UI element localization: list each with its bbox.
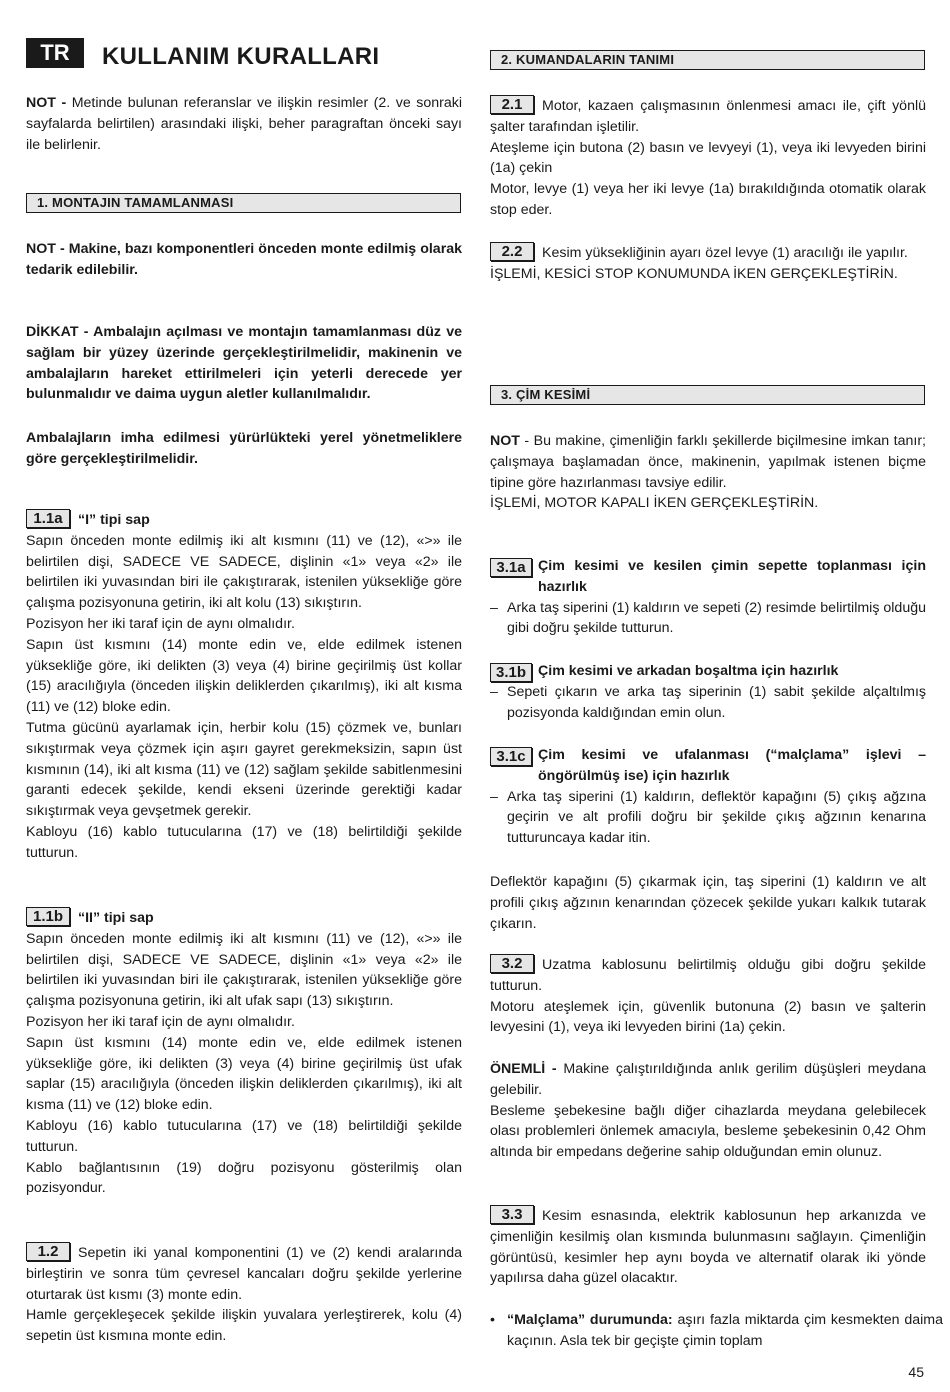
section-1-warning-disposal: Ambalajların imha edilmesi yürürlükteki yerel yönetmeliklere göre gerçekleştirilmelidir.	[26, 430, 462, 467]
important-note	[490, 1059, 926, 1163]
paragraph: İŞLEMİ, MOTOR KAPALI İKEN GERÇEKLEŞTİRİN.	[490, 495, 819, 512]
subsection-3-2	[490, 954, 926, 1038]
important-text: Makine çalıştırıldığında anlık gerilim düşüşleri meydana gelebilir.	[490, 1061, 926, 1098]
paragraph: Kabloyu (16) kablo tutucularına (17) ve (18) belirtildiği şekilde tutturun.	[26, 1117, 462, 1155]
subsection-3-1a	[490, 556, 926, 639]
subsection-tag: 2.1	[490, 95, 534, 114]
subsection-title: “II” tipi sap	[78, 910, 154, 926]
paragraph: Sapın üst kısmını (14) monte edin ve, elde edilmek istenen yüksekliğe göre, iki delikten (3) veya (4) birine geçirilmiş üst kollar (15) aracılığıyla (önceden ilişkin deliklerden çıkarılmış), iki alt kısma (11) ve (12) bloke edin.	[26, 636, 462, 716]
paragraph: Kablo bağlantısının (19) doğru pozisyonu gösterilmiş olan pozisyondur.	[26, 1159, 462, 1197]
section-1-note: NOT - Makine, bazı komponentleri önceden monte edilmiş olarak tedarik edilebilir.	[26, 241, 462, 278]
paragraph: Sapın önceden monte edilmiş iki alt kısmını (11) ve (12), «>» ile belirtilen dişi, SADECE VE SADECE, dişlinin «1» veya «2» ile belirtilen iki yuvasından biri ile çakıştırarak, istenilen yüksekliğe göre çalışma pozisyonuna getirin, iki alt kolu (13) sıkıştırın.	[26, 532, 462, 612]
subsection-1-1b	[26, 907, 462, 1199]
language-badge: TR	[26, 38, 84, 68]
paragraph: Sepetin iki yanal komponentini (1) ve (2) kendi aralarında birleştirin ve sonra tüm çevresel kancaları doğru şekilde yerlerine oturtarak üst kısmı (3) monte edin.	[26, 1245, 462, 1303]
important-label: ÖNEMLİ -	[490, 1061, 557, 1077]
paragraph: Hamle gerçekleşecek şekilde ilişkin yuvalara yerleştirerek, kolu (4) sepetin üst kısmına monte edin.	[26, 1307, 462, 1345]
paragraph: Deflektör kapağını (5) çıkarmak için, taş siperini (1) kaldırın ve alt profili çıkış ağzının kenarından çözecek şekilde yukarı kalkık tutarak çıkarın.	[490, 874, 926, 932]
subsection-title: Çim kesimi ve ufalanması (“malçlama” işlevi – öngörülmüş ise) için hazırlık	[538, 747, 926, 784]
subsection-tag: 3.1b	[490, 663, 532, 682]
page-title: KULLANIM KURALLARI	[102, 43, 380, 70]
paragraph: Kesim esnasında, elektrik kablosunun hep arkanızda ve çimenliğin kesilmiş olan kısmında bulunmasını sağlayın. Çimenliğin görüntüsü, kesimler hep aynı boyda ve alternatif olarak iki yönde yapılırsa daha güzel olacaktır.	[490, 1208, 926, 1287]
subsection-tag: 3.1c	[490, 747, 532, 766]
note-text: - Bu makine, çimenliğin farklı şekillerde biçilmesine imkan tanır; çalışmaya başlamadan önce, makinenin, yapılmak istenen biçme tipine göre hazırlanması tavsiye edilir.	[490, 433, 926, 491]
subsection-1-2	[26, 1242, 462, 1347]
subsection-title: Çim kesimi ve kesilen çimin sepette toplanması için hazırlık	[538, 558, 926, 595]
paragraph: Uzatma kablosunu belirtilmiş olduğu gibi doğru şekilde tutturun.	[490, 957, 926, 994]
list-item: – Arka taş siperini (1) kaldırın ve sepeti (2) resimde belirtilmiş olduğu gibi doğru şekilde tutturun.	[490, 599, 926, 637]
list-item: – Arka taş siperini (1) kaldırın, deflektör kapağını (5) çıkış ağzına geçirin ve alt profili doğru bir şekilde çıkış ağzının kenarına tutturuncaya kadar itin.	[490, 788, 926, 847]
page-number: 45	[908, 1364, 924, 1380]
paragraph: Kabloyu (16) kablo tutucularına (17) ve (18) belirtildiği şekilde tutturun.	[26, 823, 462, 861]
section-3-note	[490, 431, 926, 514]
paragraph: Ateşleme için butona (2) basın ve levyeyi (1), veya iki levyeden birini (1a) çekin	[490, 139, 926, 177]
subsection-tag: 1.1a	[26, 509, 70, 528]
right-column	[490, 0, 944, 1349]
intro-note	[26, 93, 462, 155]
paragraph: Sapın üst kısmını (14) monte edin ve, elde edilmek istenen yüksekliğe göre, iki delikten (3) veya (4) birine geçirilmiş üst ufak saplar (15) aracılığıyla (önceden ilişkin deliklerden çıkarılmış), iki alt kısma (11) ve (12) bloke edin.	[26, 1034, 462, 1114]
subsection-tag: 1.2	[26, 1242, 70, 1261]
section-2-header: 2. KUMANDALARIN TANIMI	[490, 50, 925, 70]
paragraph: Motor, kazaen çalışmasının önlenmesi amacı ile, çift yönlü şalter tarafından işletilir.	[490, 98, 926, 135]
paragraph: Pozisyon her iki taraf için de aynı olmalıdır.	[26, 1013, 295, 1030]
subsection-2-2	[490, 242, 926, 285]
subsection-title: Çim kesimi ve arkadan boşaltma için hazırlık	[538, 663, 839, 679]
paragraph: Besleme şebekesine bağlı diğer cihazlarda meydana gelebilecek olası problemleri önlemek amacıyla, besleme şebekesinin 0,42 Ohm altında bir empedans değerine sahip olduğundan emin olunuz.	[490, 1102, 926, 1161]
subsection-3-3	[490, 1205, 926, 1289]
paragraph: İŞLEMİ, KESİCİ STOP KONUMUNDA İKEN GERÇEKLEŞTİRİN.	[490, 265, 898, 282]
bullet-item: • “Malçlama” durumunda: aşırı fazla miktarda çim kesmekten daima kaçının. Asla tek bir geçişte çimin toplam	[490, 1312, 944, 1349]
note-label: NOT -	[26, 95, 67, 111]
paragraph: Pozisyon her iki taraf için de aynı olmalıdır.	[26, 615, 295, 632]
paragraph: Sapın önceden monte edilmiş iki alt kısmını (11) ve (12), «>» ile belirtilen dişi, SADECE VE SADECE, dişlinin «1» veya «2» ile belirtilen iki yuvasından biri ile çakıştırarak, istenilen yüksekliğe göre çalışma pozisyonuna getirin, iki alt ufak sapı (13) sıkıştırın.	[26, 930, 462, 1010]
section-1-warning: DİKKAT - Ambalajın açılması ve montajın tamamlanması düz ve sağlam bir yüzey üzerinde gerçekleştirilmelidir, makinenin ve ambalajların hareket ettirilmeleri için yeterli derecede yer bulunmalıdır ve daima uygun aletler kullanılmalıdır.	[26, 324, 462, 403]
subsection-1-1a	[26, 509, 462, 864]
subsection-3-1b	[490, 661, 926, 723]
subsection-title: “I” tipi sap	[78, 512, 150, 528]
paragraph: Motoru ateşlemek için, güvenlik butonuna (2) basın ve şalterin levyesini (1), veya iki levyeden birini (1a) çekin.	[490, 998, 926, 1036]
subsection-2-1	[490, 95, 926, 221]
subsection-tag: 3.2	[490, 954, 534, 973]
note-text: Metinde bulunan referanslar ve ilişkin resimler (2. ve sonraki sayfalarda belirtilen) arasındaki ilişki, beher paragraftan önceki sayı ile belirlenir.	[26, 95, 462, 153]
note-label: NOT	[490, 433, 520, 449]
subsection-3-1c	[490, 745, 926, 849]
subsection-tag: 1.1b	[26, 907, 70, 926]
section-1-header: 1. MONTAJIN TAMAMLANMASI	[26, 193, 461, 213]
subsection-tag: 2.2	[490, 242, 534, 261]
section-3-header: 3. ÇİM KESİMİ	[490, 385, 925, 405]
subsection-tag: 3.1a	[490, 558, 532, 577]
paragraph: Kesim yüksekliğinin ayarı özel levye (1) aracılığı ile yapılır.	[542, 245, 908, 261]
list-item: – Sepeti çıkarın ve arka taş siperinin (1) sabit şekilde alçaltılmış pozisyonda kaldığından emin olun.	[490, 683, 926, 721]
paragraph: Tutma gücünü ayarlamak için, herbir kolu (15) çözmek ve, bunları sıkıştırmak veya çözmek için aşırı gayret gerekmeksizin, sapın üst kısmının (14), iki alt kısma (11) ve (12) sağlam şekilde sabitlenmesini garanti edecek şekilde, kendi ekseni üzerinde gerektiği kadar sıkıştırmak veya gevşetmek gerekir.	[26, 719, 462, 820]
subsection-tag: 3.3	[490, 1205, 534, 1224]
paragraph: Motor, levye (1) veya her iki levye (1a) bırakıldığında otomatik olarak stop eder.	[490, 181, 926, 218]
